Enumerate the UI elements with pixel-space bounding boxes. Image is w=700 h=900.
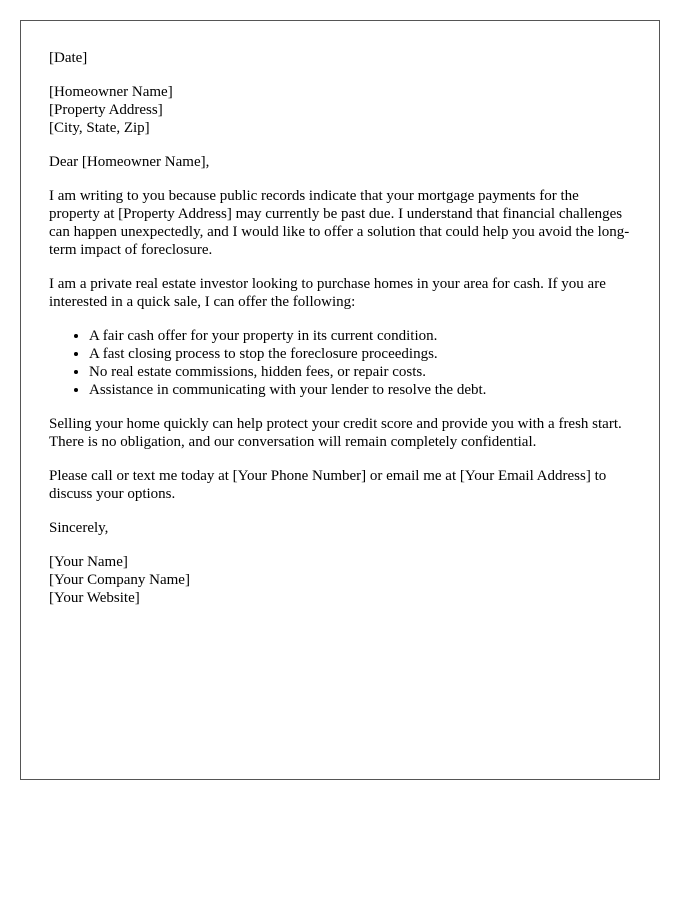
offer-item: • Assistance in communicating with your lender to resolve the debt. xyxy=(89,381,631,399)
signature-name: [Your Name] xyxy=(49,554,128,570)
recipient-name: [Homeowner Name] xyxy=(49,84,173,100)
paragraph-offer: I am a private real estate investor looking to purchase homes in your area for cash. If you are interested in a quick sale, I can offer the following: xyxy=(49,276,606,310)
offer-item: • A fair cash offer for your property in its current condition. xyxy=(89,327,631,345)
signature-company: [Your Company Name] xyxy=(49,572,190,588)
offer-item: • A fast closing process to stop the foreclosure proceedings. xyxy=(89,345,631,363)
recipient-city-state-zip: [City, State, Zip] xyxy=(49,120,150,136)
paragraph-benefits: Selling your home quickly can help protect your credit score and provide you with a fresh start. There is no obligation, and our conversation will remain completely confidential. xyxy=(49,416,622,450)
recipient-property-address: [Property Address] xyxy=(49,102,163,118)
date: [Date] xyxy=(49,50,88,66)
signature-website: [Your Website] xyxy=(49,590,140,606)
closing: Sincerely, xyxy=(49,520,109,536)
signature-block xyxy=(49,553,631,607)
offer-item: • No real estate commissions, hidden fees, or repair costs. xyxy=(89,363,631,381)
offer-list xyxy=(49,327,631,399)
paragraph-contact: Please call or text me today at [Your Phone Number] or email me at [Your Email Address] to discuss your options. xyxy=(49,468,607,502)
salutation: Dear [Homeowner Name], xyxy=(49,154,210,170)
letter-page xyxy=(20,20,660,780)
date-line xyxy=(49,49,631,67)
paragraph-intro: I am writing to you because public records indicate that your mortgage payments for the property at [Property Address] may currently be past due. I understand that financial challenges can happen unexpectedly, and I would like to offer a solution that could help you avoid the long-term impact of foreclosure. xyxy=(49,188,630,258)
recipient-address xyxy=(49,83,631,137)
